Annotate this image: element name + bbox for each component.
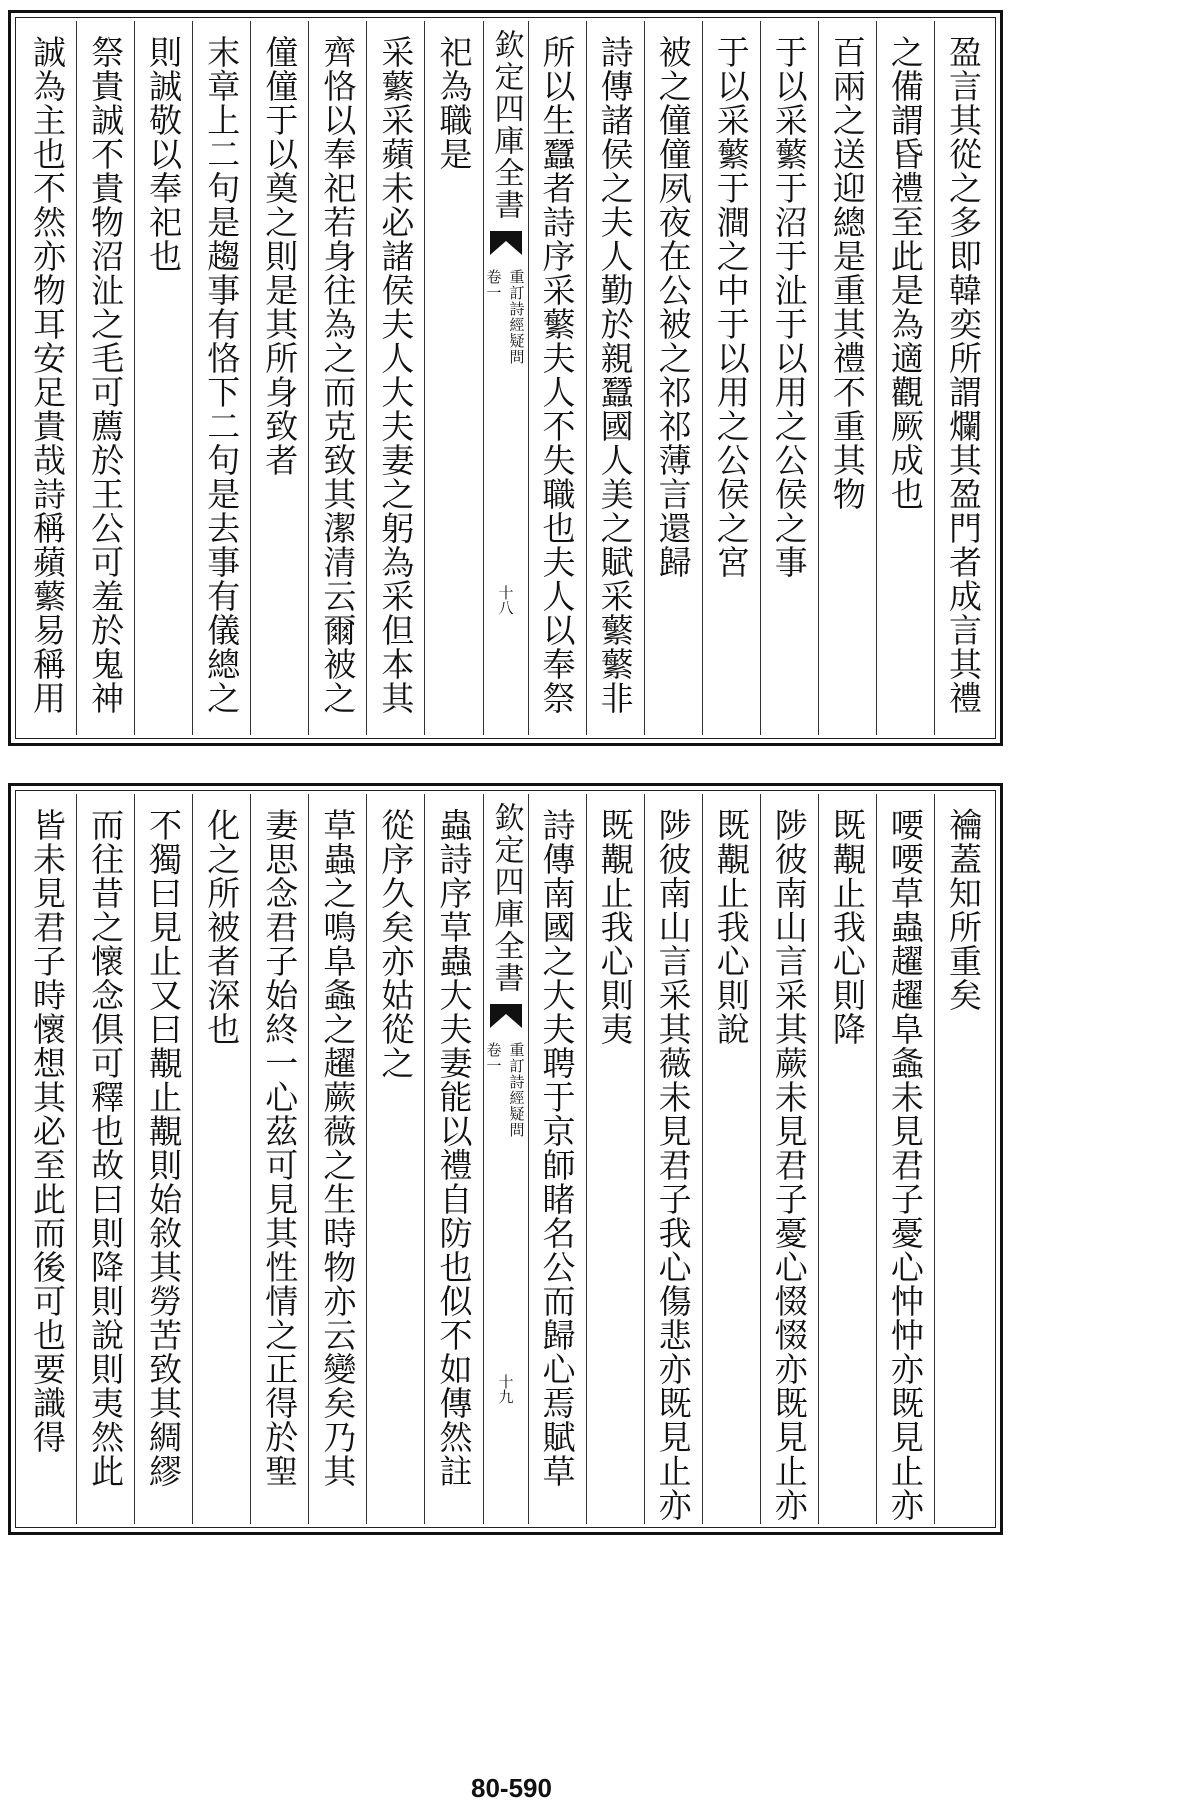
volume-label: 卷一 — [484, 269, 503, 301]
text-column: 于以采蘩于澗之中于以用之公侯之宮 — [702, 21, 760, 735]
center-fold — [483, 794, 528, 1524]
book-info — [484, 1042, 528, 1138]
text-column: 祀為職是 — [424, 21, 482, 735]
text-column: 僮僮于以奠之則是其所身致者 — [250, 21, 308, 735]
collection-title: 欽定四庫全書 — [488, 29, 524, 221]
text-column: 誠為主也不然亦物耳安足貴哉詩稱蘋蘩易稱用 — [28, 35, 68, 715]
book-title: 重訂詩經疑問 — [507, 269, 526, 365]
volume-label: 卷一 — [484, 1042, 503, 1074]
fish-tail-mark-icon — [489, 229, 523, 257]
collection-title: 欽定四庫全書 — [488, 802, 524, 994]
book-info — [484, 269, 528, 365]
folio-number: 十九 — [496, 1374, 515, 1404]
fish-tail-mark-icon — [489, 1002, 523, 1030]
center-fold — [483, 21, 528, 735]
text-column: 所以生蠶者詩序采蘩夫人不失職也夫人以奉祭 — [528, 21, 586, 735]
text-column: 陟彼南山言采其薇未見君子我心傷悲亦既見止亦 — [644, 794, 702, 1524]
text-column: 采蘩采蘋未必諸侯夫人大夫妻之躬為采但本其 — [366, 21, 424, 735]
book-title: 重訂詩經疑問 — [507, 1042, 526, 1138]
text-column: 末章上二句是趨事有恪下二句是去事有儀總之 — [192, 21, 250, 735]
text-column: 祭貴誠不貴物沼沚之毛可薦於王公可羞於鬼神 — [76, 21, 134, 735]
folio-number: 十八 — [496, 585, 515, 615]
text-column: 喓喓草蟲趯趯阜螽未見君子憂心忡忡亦既見止亦 — [876, 794, 934, 1524]
text-column: 則誠敬以奉祀也 — [134, 21, 192, 735]
text-column: 百兩之送迎總是重其禮不重其物 — [818, 21, 876, 735]
text-column: 禴蓋知所重矣 — [934, 794, 992, 1524]
bottom-page — [8, 783, 1003, 1535]
text-column: 既覯止我心則夷 — [586, 794, 644, 1524]
text-column: 被之僮僮夙夜在公被之祁祁薄言還歸 — [644, 21, 702, 735]
text-column: 詩傳諸侯之夫人勤於親蠶國人美之賦采蘩蘩非 — [586, 21, 644, 735]
text-column: 詩傳南國之大夫聘于京師睹名公而歸心焉賦草 — [528, 794, 586, 1524]
text-column: 草蟲之鳴阜螽之趯蕨薇之生時物亦云變矣乃其 — [308, 794, 366, 1524]
text-column: 于以采蘩于沼于沚于以用之公侯之事 — [760, 21, 818, 735]
top-page — [8, 10, 1003, 746]
text-column: 盈言其從之多即韓奕所謂爛其盈門者成言其禮 — [934, 21, 992, 735]
text-column: 從序久矣亦姑從之 — [366, 794, 424, 1524]
text-column: 化之所被者深也 — [192, 794, 250, 1524]
text-column: 蟲詩序草蟲大夫妻能以禮自防也似不如傳然註 — [424, 794, 482, 1524]
text-column: 之備謂昏禮至此是為適觀厥成也 — [876, 21, 934, 735]
text-column: 既覯止我心則降 — [818, 794, 876, 1524]
text-column: 既覯止我心則說 — [702, 794, 760, 1524]
text-column: 皆未見君子時懷想其必至此而後可也要識得 — [28, 808, 68, 1454]
text-column: 妻思念君子始終一心茲可見其性情之正得於聖 — [250, 794, 308, 1524]
text-column: 而往昔之懷念俱可釋也故曰則降則說則夷然此 — [76, 794, 134, 1524]
page-id-footer: 80-590 — [471, 1773, 552, 1803]
text-column: 齊恪以奉祀若身往為之而克致其潔清云爾被之 — [308, 21, 366, 735]
text-column: 陟彼南山言采其蕨未見君子憂心惙惙亦既見止亦 — [760, 794, 818, 1524]
text-column: 不獨曰見止又曰覯止覯則始敘其勞苦致其綢繆 — [134, 794, 192, 1524]
